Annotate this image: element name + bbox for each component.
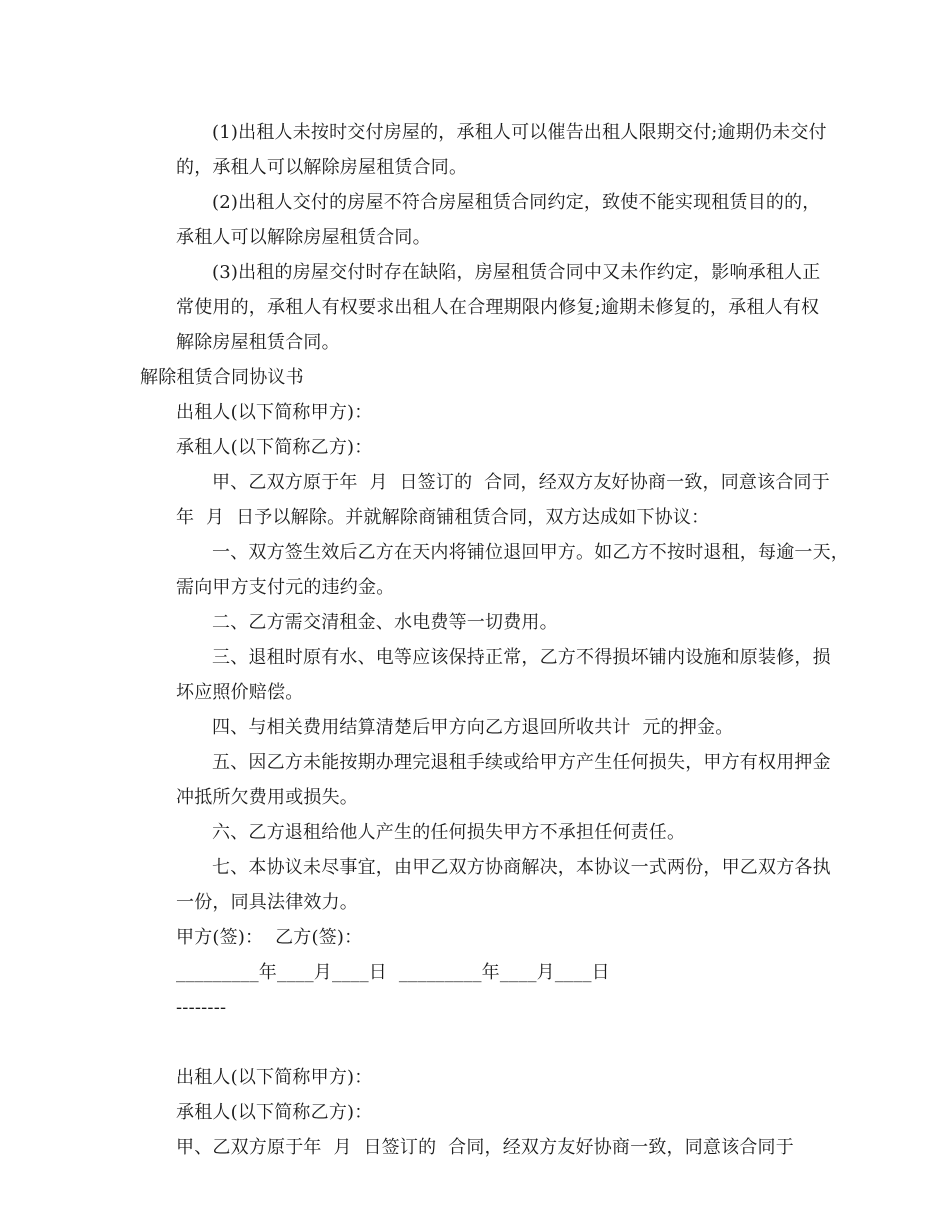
item-7-line-1: 七、本协议未尽事宜，由甲乙双方协商解决，本协议一式两份，甲乙双方各执: [212, 857, 831, 878]
repeat-lessee-line: 承租人(以下简称乙方)：: [176, 1102, 373, 1123]
signature-line: 甲方(签)： 乙方(签)：: [176, 927, 363, 948]
clause-1-line-1: (1)出租人未按时交付房屋的，承租人可以催告出租人限期交付;逾期仍未交付: [212, 122, 827, 143]
document-body: [140, 115, 849, 1165]
clause-3-line-2: 常使用的，承租人有权要求出租人在合理期限内修复;逾期未修复的，承租人有权: [176, 297, 820, 318]
clause-3-line-1: (3)出租的房屋交付时存在缺陷，房屋租赁合同中又未作约定，影响承租人正: [212, 262, 821, 283]
clause-3: [140, 255, 820, 360]
item-4-line-1: 四、与相关费用结算清楚后甲方向乙方退回所收共计 元的押金。: [212, 717, 734, 738]
agreement-item-7: [140, 850, 831, 920]
item-3-line-1: 三、退租时原有水、电等应该保持正常，乙方不得损坏铺内设施和原装修，损: [212, 647, 831, 668]
lessor-line: 出租人(以下简称甲方)：: [176, 402, 373, 423]
item-5-line-2: 冲抵所欠费用或损失。: [176, 787, 358, 808]
agreement-item-4: [140, 710, 820, 745]
clause-2-line-2: 承租人可以解除房屋租赁合同。: [176, 227, 431, 248]
agreement-intro: [140, 465, 830, 535]
agreement-item-2: [140, 605, 820, 640]
item-5-line-1: 五、因乙方未能按期办理完退租手续或给甲方产生任何损失，甲方有权用押金: [212, 752, 831, 773]
item-3-line-2: 坏应照价赔偿。: [176, 682, 304, 703]
date-line: _________年____月____日 _________年____月____日: [176, 962, 610, 983]
item-1-line-2: 需向甲方支付元的违约金。: [176, 577, 395, 598]
blank-line: [140, 1025, 820, 1060]
intro-line-1: 甲、乙双方原于年 月 日签订的 合同，经双方友好协商一致，同意该合同于: [212, 472, 830, 493]
agreement-item-1: [140, 535, 849, 605]
separator-line: --------: [176, 997, 227, 1018]
clause-1-line-2: 的，承租人可以解除房屋租赁合同。: [176, 157, 468, 178]
agreement-item-6: [140, 815, 820, 850]
clause-3-line-3: 解除房屋租赁合同。: [176, 332, 340, 353]
item-7-line-2: 一份，同具法律效力。: [176, 892, 358, 913]
clause-2-line-1: (2)出租人交付的房屋不符合房屋租赁合同约定，致使不能实现租赁目的的，: [212, 192, 821, 213]
item-2-line-1: 二、乙方需交清租金、水电费等一切费用。: [212, 612, 558, 633]
agreement-item-5: [140, 745, 831, 815]
repeat-lessor-line: 出租人(以下简称甲方)：: [176, 1067, 373, 1088]
item-6-line-1: 六、乙方退租给他人产生的任何损失甲方不承担任何责任。: [212, 822, 686, 843]
clause-1: [140, 115, 827, 185]
item-1-line-1: 一、双方签生效后乙方在天内将铺位退回甲方。如乙方不按时退租，每逾一天，: [212, 542, 849, 563]
repeat-intro-line: 甲、乙双方原于年 月 日签订的 合同，经双方友好协商一致，同意该合同于: [176, 1137, 794, 1158]
agreement-title: 解除租赁合同协议书: [140, 367, 304, 388]
clause-2: [140, 185, 820, 255]
lessee-line: 承租人(以下简称乙方)：: [176, 437, 373, 458]
intro-line-2: 年 月 日予以解除。并就解除商铺租赁合同，双方达成如下协议：: [176, 507, 710, 528]
agreement-item-3: [140, 640, 831, 710]
